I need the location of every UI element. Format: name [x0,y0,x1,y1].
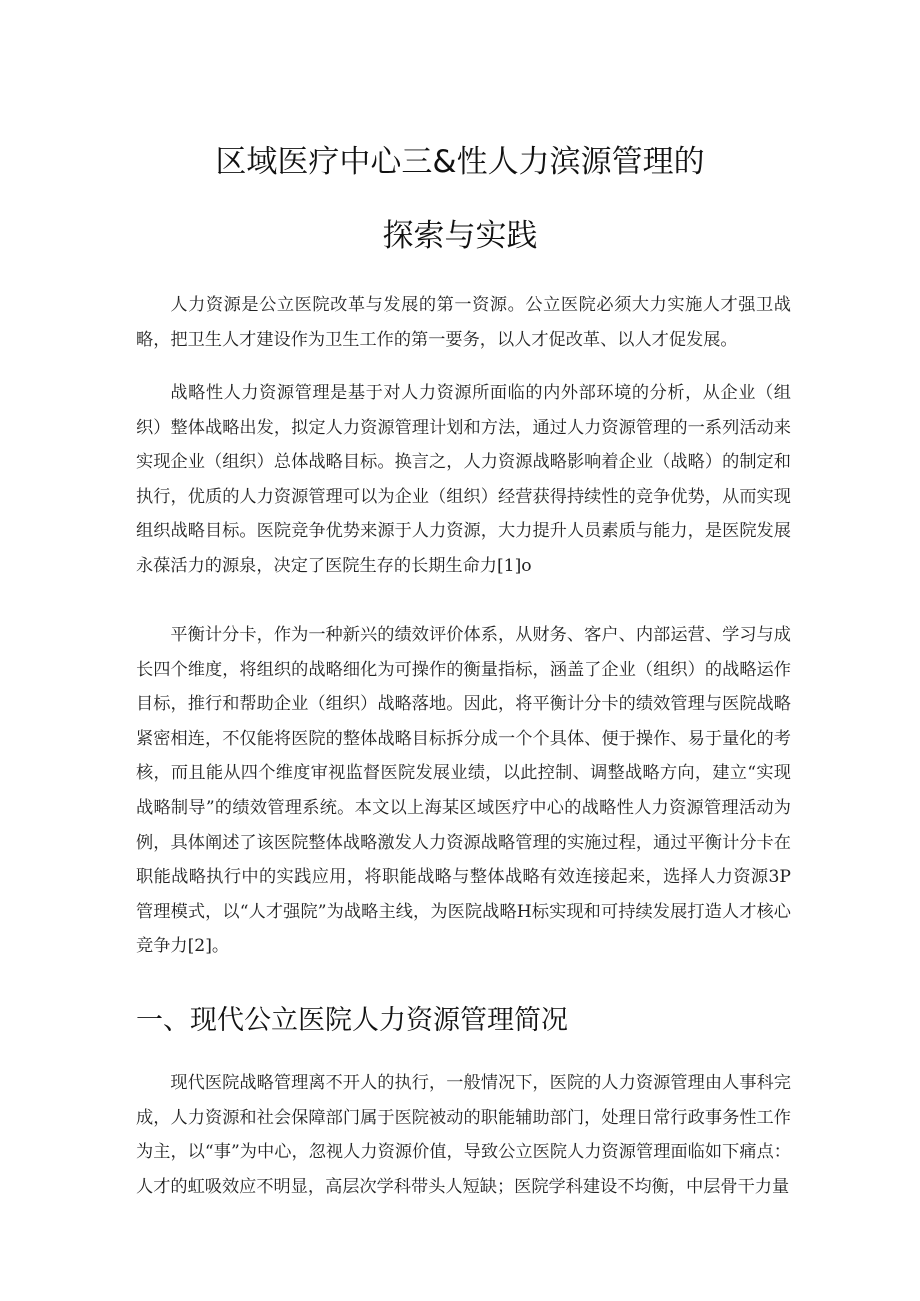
paragraph-2: 战略性人力资源管理是基于对人力资源所面临的内外部环境的分析，从企业（组织）整体战略出发，拟定人力资源管理计划和方法，通过人力资源管理的一系列活动来实现企业（组织）总体战略目标。换言之，人力资源战略影响着企业（战略）的制定和执行，优质的人力资源管理可以为企业（组织）经营获得持续性的竞争优势，从而实现组织战略目标。医院竞争优势来源于人力资源，大力提升人员素质与能力，是医院发展永葆活力的源泉，决定了医院生存的长期生命力[1]o [136,383,791,576]
document-title-line-1: 区域医疗中心三&性人力滨源管理的 [215,144,705,180]
document-title-line-2: 探索与实践 [382,218,538,254]
paragraph-1: 人力资源是公立医院改革与发展的第一资源。公立医院必须大力实施人才强卫战略，把卫生人才建设作为卫生工作的第一要务，以人才促改革、以人才促发展。 [136,295,791,350]
section-heading: 一、现代公立医院人力资源管理简况 [136,1005,568,1036]
paragraph-4: 现代医院战略管理离不开人的执行，一般情况下，医院的人力资源管理由人事科完成，人力资源和社会保障部门属于医院被动的职能辅助部门，处理日常行政事务性工作为主，以“事”为中心，忽视人力资源价值，导致公立医院人力资源管理面临如下痛点：人才的虹吸效应不明显，高层次学科带头人短缺；医院学科建设不均衡，中层骨干力量 [136,1073,791,1197]
paragraph-3: 平衡计分卡，作为一种新兴的绩效评价体系，从财务、客户、内部运营、学习与成长四个维度，将组织的战略细化为可操作的衡量指标，涵盖了企业（组织）的战略运作目标，推行和帮助企业（组织）战略落地。因此，将平衡计分卡的绩效管理与医院战略紧密相连，不仅能将医院的整体战略目标拆分成一个个具体、便于操作、易于量化的考核，而且能从四个维度审视监督医院发展业绩，以此控制、调整战略方向，建立“实现战略制导”的绩效管理系统。本文以上海某区域医疗中心的战略性人力资源管理活动为例，具体阐述了该医院整体战略激发人力资源战略管理的实施过程，通过平衡计分卡在职能战略执行中的实践应用，将职能战略与整体战略有效连接起来，选择人力资源3P管理模式，以“人才强院”为战略主线，为医院战略H标实现和可持续发展打造人才核心竞争力[2]。 [136,625,791,957]
